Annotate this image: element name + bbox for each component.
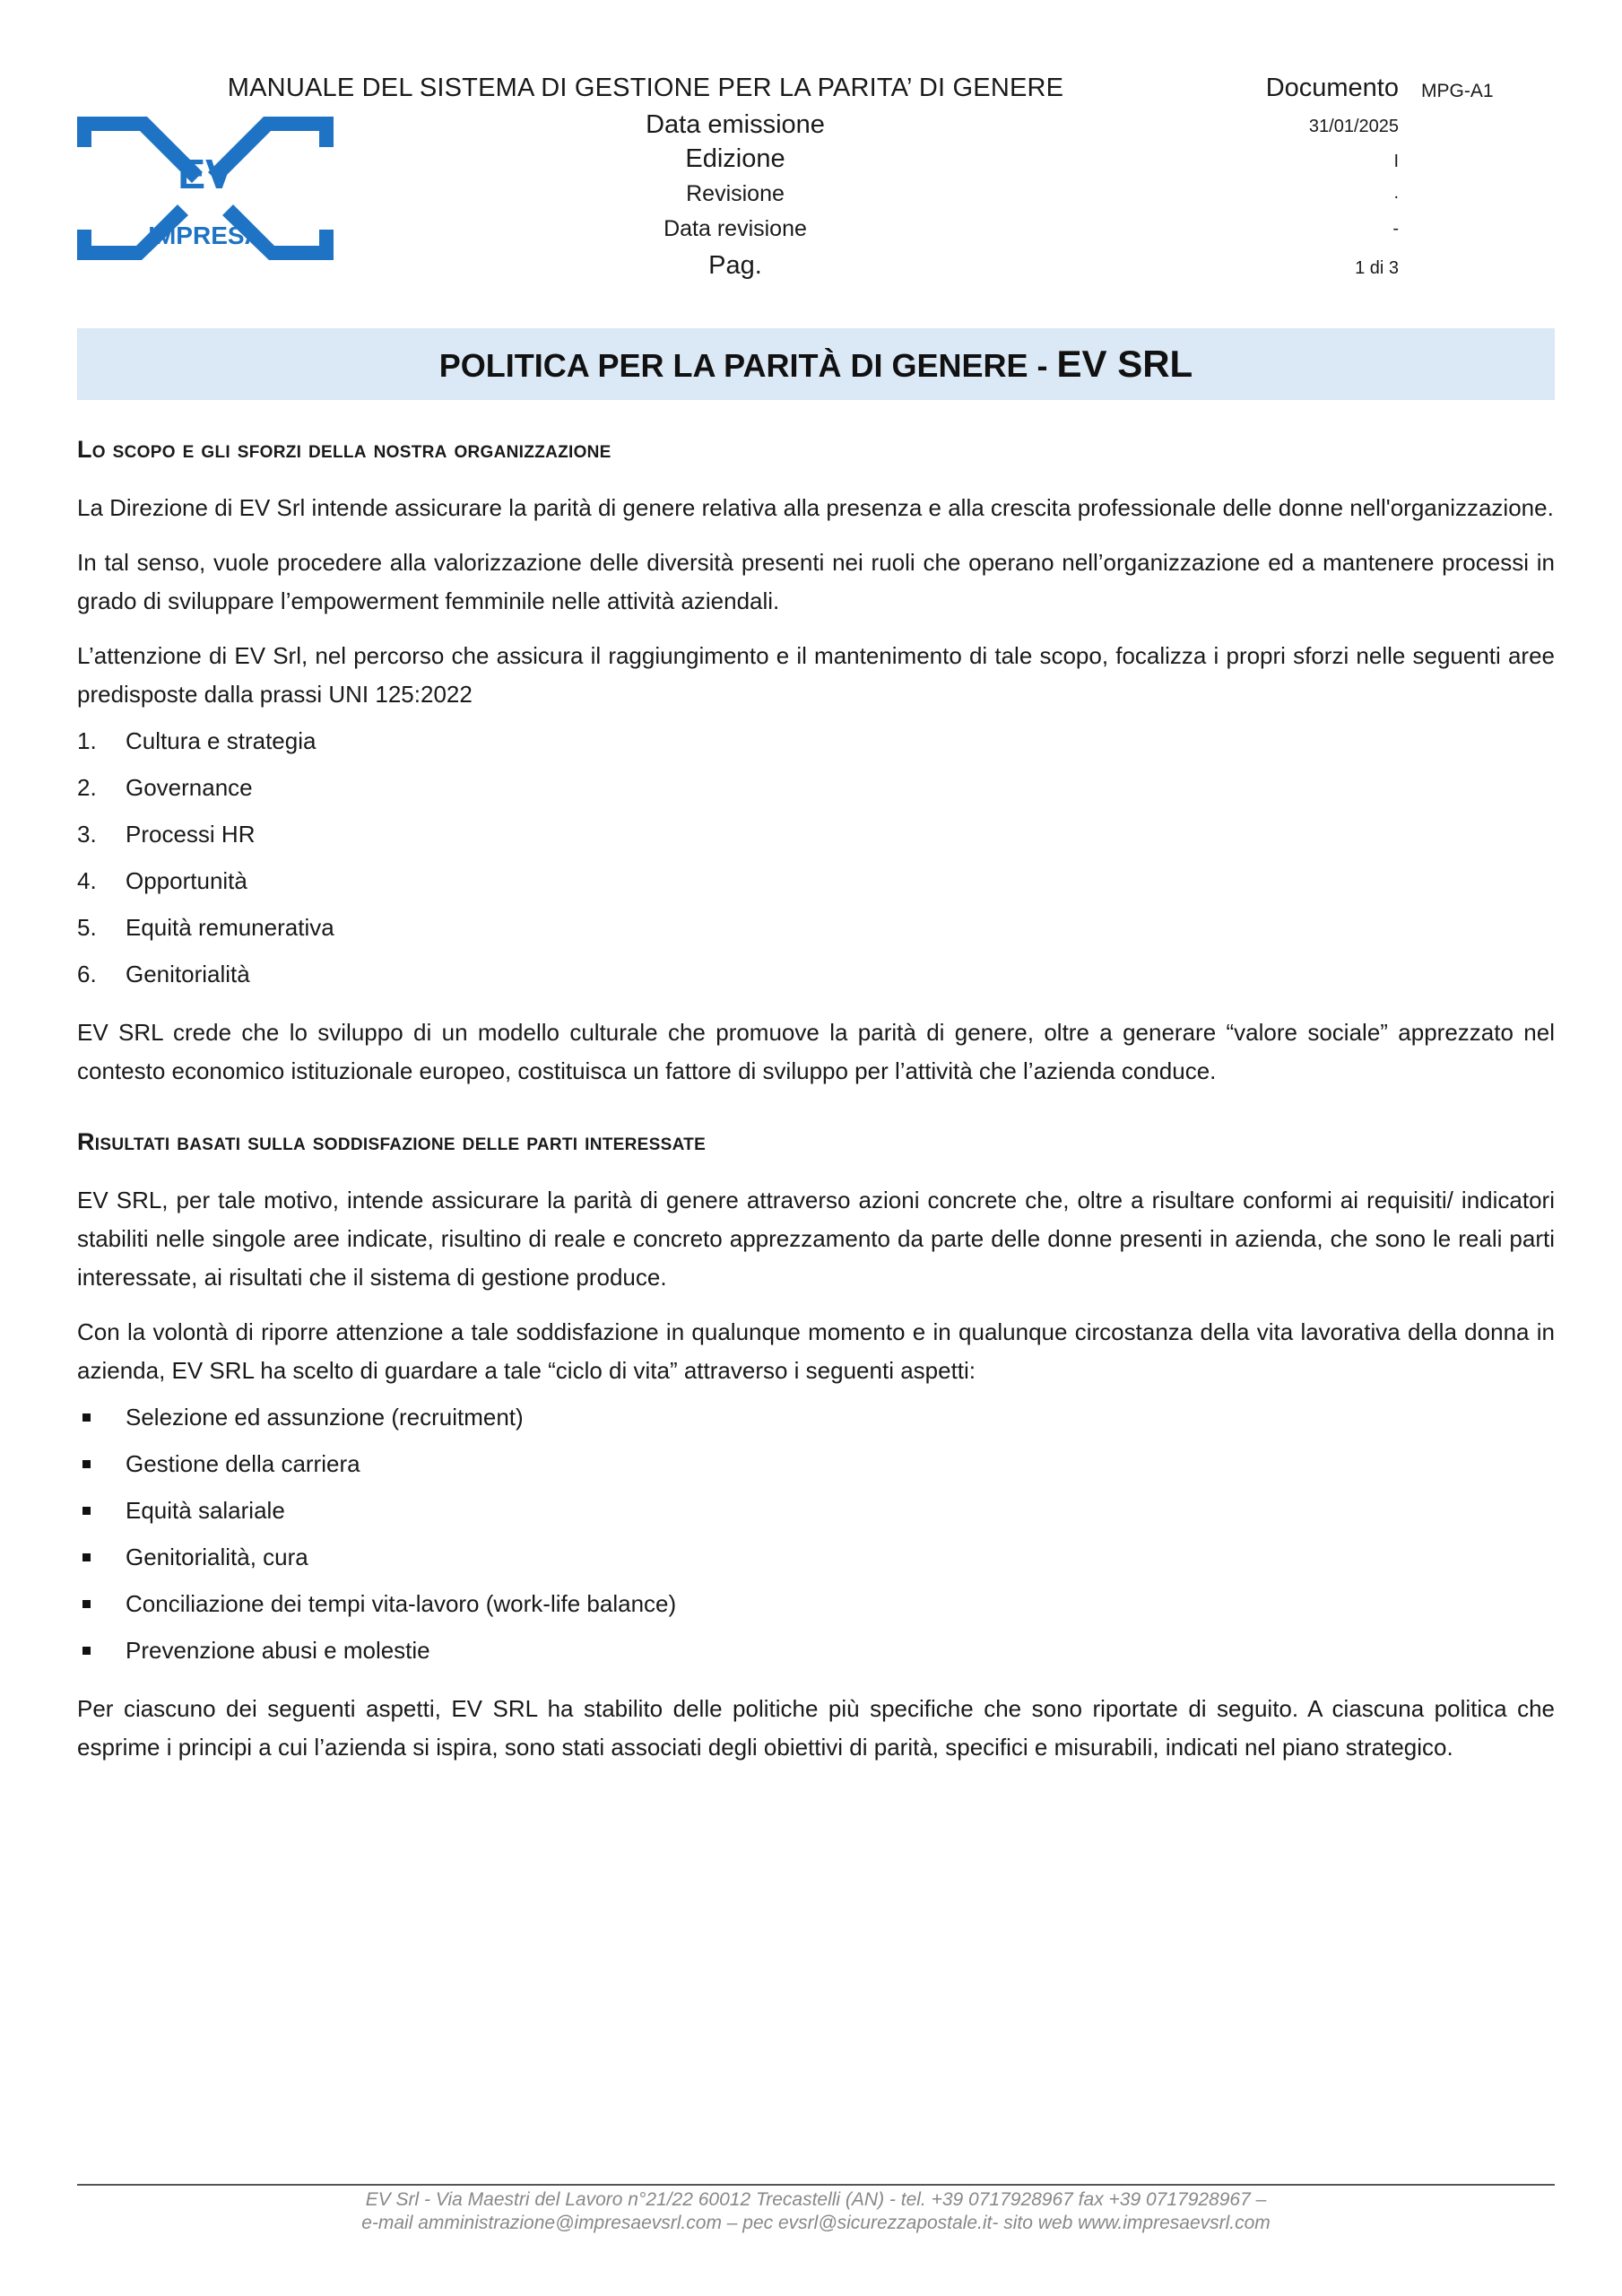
meta-value-revisione: .	[1393, 183, 1399, 203]
section-title-risultati: Risultati basati sulla soddisfazione delle parti interessate	[77, 1128, 707, 1155]
paragraph: EV SRL crede che lo sviluppo di un modello culturale che promuove la parità di genere, oltre a generare “valore sociale” apprezzato nel contesto economico istituzionale europeo, costituisca un fattore di sviluppo per l’attività che l’azienda conduce.	[77, 1019, 1555, 1084]
meta-label-pagina: Pag.	[708, 251, 762, 280]
meta-value-edizione: I	[1393, 152, 1399, 171]
paragraph: In tal senso, vuole procedere alla valorizzazione delle diversità presenti nei ruoli che operano nell’organizzazione ed a mantenere processi in grado di sviluppare l’empowerment femminile nelle attività aziendali.	[77, 549, 1555, 614]
section-title-scopo: Lo scopo e gli sforzi della nostra organizzazione	[77, 436, 612, 463]
list-item-number: 5.	[77, 913, 97, 941]
list-item-label: Conciliazione dei tempi vita-lavoro (work-life balance)	[126, 1589, 677, 1617]
footer-divider	[77, 2184, 1555, 2186]
list-item	[77, 1534, 1555, 1580]
policy-title-company: EV SRL	[1056, 343, 1193, 385]
list-item-label: Opportunità	[126, 866, 247, 894]
document-body	[77, 422, 1555, 1783]
list-item	[77, 857, 1555, 904]
list-item-label: Gestione della carriera	[126, 1449, 360, 1477]
paragraph: Per ciascuno dei seguenti aspetti, EV SRL ha stabilito delle politiche più specifiche che sono riportate di seguito. A ciascuna politica che esprime i principi a cui l’azienda si ispira, sono stati associati degli obiettivi di parità, specifici e misurabili, indicati nel piano strategico.	[77, 1695, 1555, 1761]
document-code: MPG-A1	[1421, 81, 1494, 101]
list-item	[77, 951, 1555, 997]
list-item-number: 6.	[77, 960, 97, 987]
list-item	[77, 764, 1555, 811]
document-label: Documento	[1265, 74, 1399, 102]
bullet-square-icon	[77, 1600, 126, 1608]
list-item	[77, 1394, 1555, 1440]
meta-value-pagina: 1 di 3	[1355, 258, 1399, 278]
list-item	[77, 1487, 1555, 1534]
meta-value-data-emissione: 31/01/2025	[1308, 117, 1399, 136]
paragraph: EV SRL, per tale motivo, intende assicurare la parità di genere attraverso azioni concrete che, oltre a risultare conformi ai requisiti/ indicatori stabiliti nelle singole aree indicate, risultino di reale e concreto apprezzamento da parte delle donne presenti in azienda, che sono le reali parti interessate, ai risultati che il sistema di gestione produce.	[77, 1187, 1555, 1291]
aspects-list	[77, 1394, 1555, 1674]
bullet-square-icon	[77, 1553, 126, 1561]
bullet-square-icon	[77, 1460, 126, 1468]
list-item-label: Equità salariale	[126, 1496, 285, 1524]
list-item-number: 4.	[77, 866, 97, 894]
logo-text-impresa: IMPRESA	[148, 222, 263, 249]
list-item-label: Governance	[126, 773, 253, 801]
list-item	[77, 904, 1555, 951]
meta-label-revisione: Revisione	[686, 181, 785, 206]
bullet-square-icon	[77, 1507, 126, 1515]
bullet-square-icon	[77, 1647, 126, 1655]
logo-text-ev: EV	[178, 151, 233, 197]
areas-list	[77, 718, 1555, 997]
list-item-label: Equità remunerativa	[126, 913, 334, 941]
list-item-label: Selezione ed assunzione (recruitment)	[126, 1403, 524, 1431]
policy-title	[439, 343, 1193, 386]
policy-title-prefix: POLITICA PER LA PARITÀ DI GENERE -	[438, 347, 1057, 384]
list-item	[77, 1580, 1555, 1627]
paragraph: La Direzione di EV Srl intende assicurare la parità di genere relativa alla presenza e alla crescita professionale delle donne nell'organizzazione.	[77, 494, 1554, 521]
paragraph: L’attenzione di EV Srl, nel percorso che assicura il raggiungimento e il mantenimento di tale scopo, focalizza i propri sforzi nelle seguenti aree predisposte dalla prassi UNI 125:2022	[77, 642, 1555, 708]
company-logo	[77, 117, 334, 260]
list-item-number: 1.	[77, 726, 97, 754]
bullet-square-icon	[77, 1413, 126, 1422]
meta-label-data-emissione: Data emissione	[646, 110, 825, 139]
list-item-label: Processi HR	[126, 820, 256, 848]
list-item-number: 3.	[77, 820, 97, 848]
footer-address: EV Srl - Via Maestri del Lavoro n°21/22 60012 Trecastelli (AN) - tel. +39 0717928967 fax +39 0717928967 –	[365, 2189, 1267, 2210]
paragraph: Con la volontà di riporre attenzione a tale soddisfazione in qualunque momento e in qualunque circostanza della vita lavorativa della donna in azienda, EV SRL ha scelto di guardare a tale “ciclo di vita” attraverso i seguenti aspetti:	[77, 1318, 1555, 1384]
footer-contacts: e-mail amministrazione@impresaevsrl.com – pec evsrl@sicurezzapostale.it- sito web www.impresaevsrl.com	[361, 2213, 1271, 2233]
list-item-label: Prevenzione abusi e molestie	[126, 1636, 430, 1664]
footer	[77, 2188, 1555, 2235]
meta-label-data-revisione: Data revisione	[664, 216, 807, 241]
meta-label-edizione: Edizione	[685, 144, 785, 173]
list-item	[77, 718, 1555, 764]
list-item-label: Genitorialità	[126, 960, 250, 987]
manual-title: MANUALE DEL SISTEMA DI GESTIONE PER LA PARITA’ DI GENERE	[227, 74, 1064, 102]
list-item	[77, 811, 1555, 857]
list-item	[77, 1627, 1555, 1674]
list-item-label: Cultura e strategia	[126, 726, 317, 754]
list-item-label: Genitorialità, cura	[126, 1543, 308, 1570]
policy-title-banner	[77, 328, 1555, 400]
meta-value-data-revisione: -	[1392, 219, 1399, 239]
list-item	[77, 1440, 1555, 1487]
list-item-number: 2.	[77, 773, 97, 801]
